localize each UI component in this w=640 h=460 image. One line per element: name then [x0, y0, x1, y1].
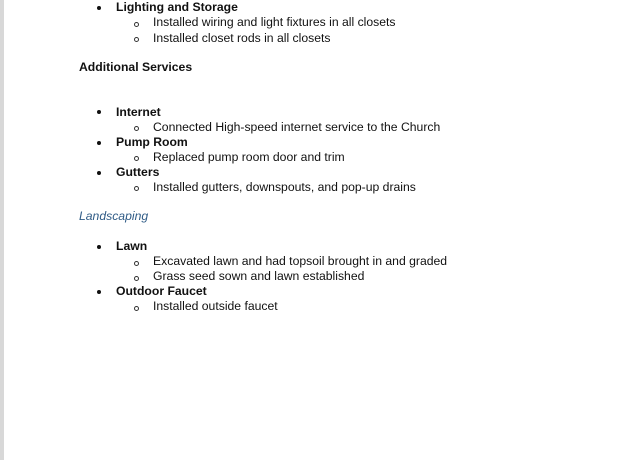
list-item-lighting-storage: Lighting and Storage — [116, 0, 238, 14]
sub-bullet-icon — [134, 276, 139, 281]
section-heading-additional-services: Additional Services — [79, 60, 193, 74]
sub-bullet-icon — [134, 22, 139, 27]
sub-bullet-icon — [134, 156, 139, 161]
sub-item-outside-faucet: Installed outside faucet — [153, 299, 278, 313]
bullet-icon — [97, 110, 101, 114]
list-item-outdoor-faucet: Outdoor Faucet — [116, 284, 207, 298]
list-item-pump-room: Pump Room — [116, 135, 188, 149]
list-item-lawn: Lawn — [116, 239, 148, 253]
sub-item-pump-door: Replaced pump room door and trim — [153, 150, 345, 164]
bullet-icon — [97, 290, 101, 294]
sub-bullet-icon — [134, 37, 139, 42]
bullet-icon — [97, 245, 101, 249]
bullet-icon — [97, 141, 101, 145]
list-item-gutters: Gutters — [116, 165, 160, 179]
bullet-icon — [97, 6, 101, 10]
sub-bullet-icon — [134, 126, 139, 131]
sub-item-gutters-install: Installed gutters, downspouts, and pop-up drains — [153, 180, 416, 194]
sub-item-internet-service: Connected High-speed internet service to the Church — [153, 120, 441, 134]
sub-item-closet-rods: Installed closet rods in all closets — [153, 31, 331, 45]
list-item-internet: Internet — [116, 105, 161, 119]
bullet-icon — [97, 171, 101, 175]
sub-bullet-icon — [134, 186, 139, 191]
sub-item-lawn-excavated: Excavated lawn and had topsoil brought in and graded — [153, 254, 448, 268]
sub-item-closet-wiring: Installed wiring and light fixtures in all closets — [153, 15, 396, 29]
sub-bullet-icon — [134, 261, 139, 266]
section-heading-landscaping: Landscaping — [79, 209, 149, 223]
sub-item-grass-seed: Grass seed sown and lawn established — [153, 269, 365, 283]
sub-bullet-icon — [134, 306, 139, 311]
